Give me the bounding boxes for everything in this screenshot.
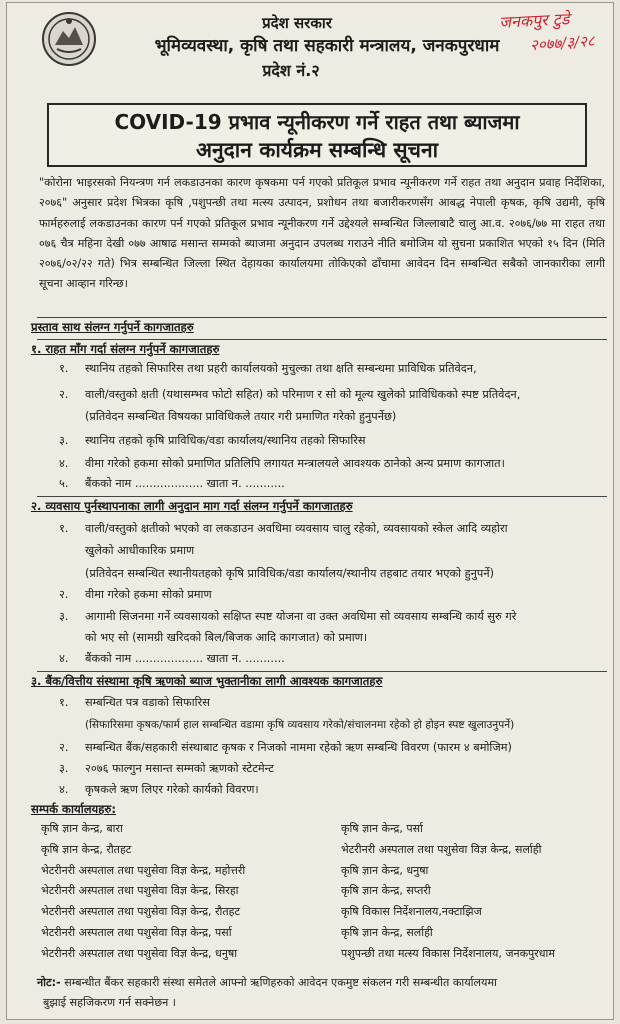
contact-office: भेटरीनरी अस्पताल तथा पशुसेवा विज्ञ केन्द्र, सिरहा bbox=[41, 884, 239, 898]
section3-title: ३. बैंक/वित्तीय संस्थामा कृषि ऋणको ब्याज भुक्तानीका लागी आवश्यक कागजातहरु bbox=[31, 674, 383, 688]
contact-office: भेटरीनरी अस्पताल तथा पशुसेवा विज्ञ केन्द्र, महोत्तरी bbox=[41, 863, 246, 877]
notice-title-line1: COVID-19 प्रभाव न्यूनीकरण गर्ने राहत तथा ब्याजमा bbox=[114, 110, 520, 134]
contact-office: कृषि ज्ञान केन्द्र, पर्सा bbox=[341, 822, 423, 835]
attachments-title: प्रस्ताव साथ संलग्न गर्नुपर्ने कागजातहरु bbox=[31, 320, 194, 334]
contact-office: कृषि विकास निर्देशनालय,नक्टाझिज bbox=[341, 905, 482, 919]
contacts-title: सम्पर्क कार्यालयहरु: bbox=[31, 802, 117, 816]
note-label: नोट:- bbox=[37, 976, 61, 989]
note-section bbox=[37, 973, 607, 1013]
note-text-1: सम्बन्धीत बैंकर सहकारी संस्था समेतले आफ्नो ऋणिहरुको आवेदन एकमुष्ट संकलन गरी सम्बन्धीत कार्यालयमा bbox=[64, 976, 497, 989]
intro-paragraph: "कोरोना भाइरसको नियन्त्रण गर्न लकडाउनका कारण कृषकमा पर्न गएको प्रतिकूल प्रभाव न्यूनीकरण गर्ने राहत तथा अनुदान प्रवाह निर्देशिका, २०७६" अनुसार प्रदेश भित्रका कृषि ,पशुपन्छी तथा मत्स्य उत्पादन, प्रशोधन तथा बजारीकरणसँग आबद्ध नेपाली कृषक, कृषि उद्यमी, कृषि फार्महरुलाई लकडाउनका कारण पर्न गएको प्रतिकूल प्रभाव न्यूनीकरण गर्ने उद्देश्यले सम्बन्धित जिल्लाबाटै चालु आ.व. २०७६/७७ मा राहत तथा ०७६ चैत्र महिना देखी ०७७ आषाढ मसान्त सम्मको ब्याजमा अनुदान उपलब्ध गराउने नीति बमोजिम यो सुचना प्रकाशित भएको १५ दिन (मिति २०७६/०२/२२ गते) भित्र सम्बन्धित जिल्ला स्थित देहायका कार्यालयमा तोकिएको ढाँचामा आवेदन दिन सम्बन्धित सबैको जानकारीका लागी सूचना आव्हान गरिन्छ। bbox=[39, 176, 605, 291]
header-ministry: भूमिव्यवस्था, कृषि तथा सहकारी मन्त्रालय, जनकपुरधाम bbox=[154, 36, 500, 56]
contact-office: कृषि ज्ञान केन्द्र, धनुषा bbox=[341, 863, 429, 877]
contact-office: पशुपन्छी तथा मत्स्य विकास निर्देशनालय, जनकपुरधाम bbox=[341, 946, 555, 960]
divider bbox=[37, 671, 607, 672]
contact-office: कृषि ज्ञान केन्द्र, सप्तरी bbox=[341, 884, 431, 898]
section1-title: १. राहत माँग गर्दा संलग्न गर्नुपर्ने कागजातहरु bbox=[31, 342, 220, 356]
contact-office: भेटरीनरी अस्पताल तथा पशुसेवा विज्ञ केन्द्र, पर्सा bbox=[41, 925, 232, 939]
notice-title-line2: अनुदान कार्यक्रम सम्बन्धि सूचना bbox=[195, 138, 439, 162]
header-province: प्रदेश नं.२ bbox=[262, 61, 320, 80]
divider bbox=[37, 339, 607, 340]
contacts-left bbox=[41, 819, 245, 965]
contacts-right bbox=[341, 819, 555, 965]
handwritten-source: जनकपुर टुडे bbox=[498, 9, 570, 32]
section2-title: २. व्यवसाय पुर्नस्थापनाका लागी अनुदान माग गर्दा संलग्न गर्नुपर्ने कागजातहरु bbox=[31, 499, 353, 513]
header-government: प्रदेश सरकार bbox=[262, 14, 332, 32]
note-text-2: बुझाई सहजिकरण गर्न सक्नेछन । bbox=[43, 996, 176, 1009]
divider bbox=[37, 496, 607, 497]
notice-page: प्रदेश सरकार भूमिव्यवस्था, कृषि तथा सहकारी मन्त्रालय, जनकपुरधाम प्रदेश नं.२ जनकपुर टुडे २०७७/३/२८ COVID-19 प्रभाव न्यूनीकरण गर्ने राहत तथा ब्याजमा अनुदान कार्यक्रम सम्बन्धि सूचना "कोरोना भाइरसको नियन्त्रण गर्न लकडाउनका कारण कृषकमा पर्न गएको प्रतिकूल प्रभाव न्यूनीकरण गर्ने राहत तथा अनुदान प्रवाह निर्देशिका, २०७६" अनुसार प्रदेश भित्रका कृषि ,पशुपन्छी तथा मत्स्य उत्पादन, प्रशोधन तथा बजारीकरणसँग आबद्ध नेपाली कृषक, कृषि उद्यमी, कृषि फार्महरुलाई लकडाउनका कारण पर्न गएको प्रतिकूल प्रभाव न्यूनीकरण गर्ने उद्देश्यले सम्बन्धित जिल्लाबाटै चालु आ.व. २०७६/७७ मा राहत तथा ०७६ चैत्र महिना देखी ०७७ आषाढ मसान्त सम्मको ब्याजमा अनुदान उपलब्ध गराउने नीति बमोजिम यो सुचना प्रकाशित भएको १५ दिन (मिति २०७६/०२/२२ गते) भित्र सम्बन्धित जिल्ला स्थित देहायका कार्यालयमा तोकिएको ढाँचामा आवेदन दिन सम्बन्धित सबैको जानकारीका लागी सूचना आव्हान गरिन्छ। प्रस्ताव साथ संलग्न गर्नुपर्ने कागजातहरु १. राहत माँग गर्दा संलग्न गर्नुपर्ने कागजातहरु १. स्थानिय तहको सिफारिस तथा प्रहरी कार्यालयको मुचुल्का तथा क्षति सम्बन्धमा प्राविधिक प्रतिवेदन, २. वाली/वस्तुको क्षती (यथासम्भव फोटो सहित) को परिमाण र सो को मूल्य खुलेको प्राविधिकको स्पष्ट प्रतिवेदन, (प्रतिवेदन सम्बन्धित विषयका प्राविधिकले तयार गरी प्रमाणित गरेको हुनुपर्नेछ) ३. स्थानिय तहको कृषि प्राविधिक/वडा कार्यालय/स्थानिय तहको सिफारिस ४. वीमा गरेको हकमा सोको प्रमाणित प्रतिलिपि लगायत मन्त्रालयले आवश्यक ठानेको अन्य प्रमाण कागजात। ५. बैंकको नाम ................... खाता न. ........... २. व्यवसाय पुर्नस्थापनाका लागी अनुदान माग गर्दा संलग्न गर्नुपर्ने कागजातहरु १. वाली/वस्तुको क्षतीको भएको वा लकडाउन अवधिमा व्यवसाय चालु रहेको, व्यवसायको स्केल आदि व्यहोरा खुलेको आधीकारिक प्रमाण (प्रतिवेदन सम्बन्धित स्थानीयतहको कृषि प्राविधिक/वडा कार्यालय/स्थानीय तहबाट तयार भएको हुनुपर्ने) २. वीमा गरेको हकमा सोको प्रमाण ३. आगामी सिजनमा गर्ने व्यवसायको सक्षिप्त स्पष्ट योजना वा उक्त अवधिमा सो व्यवसाय सम्बन्धि कार्य सुरु गरे को भए सो (सामग्री खरिदको बिल/बिजक आदि कागजात) को प्रमाण। ४. बैंकको नाम ................... खाता न. ........... ३. बैंक/वित्तीय संस्थामा कृषि ऋणको ब्याज भुक्तानीका लागी आवश्यक कागजातहरु १. सम्बन्धित पत्र वडाको सिफारिस (सिफारिसमा कृषक/फार्म हाल सम्बन्धित वडामा कृषि व्यवसाय गरेको/संचालनमा रहेको हो होइन स्पष्ट खुलाउनुपर्ने) २. सम्बन्धित बैंक/सहकारी संस्थाबाट कृषक र निजको नाममा रहेको ऋण सम्बन्धि विवरण (फारम ४ बमोजिम) ३. २०७६ फाल्गुन मसान्त सम्मको ऋणको स्टेटमेन्ट ४. कृषकले ऋण लिएर गरेको कार्यको विवरण। सम्पर्क कार्यालयहरु: कृषि ज्ञान केन्द्र, बारा कृषि ज्ञान केन्द्र, रौतहट भेटरीनरी अस्पताल तथा पशुसेवा विज्ञ केन्द्र, महोत्तरी भेटरीनरी अस्पताल तथा पशुसेवा विज्ञ केन्द्र, सिरहा भेटरीनरी अस्पताल तथा पशुसेवा विज्ञ केन्द्र, रौतहट भेटरीनरी अस्पताल तथा पशुसेवा विज्ञ केन्द्र, पर्सा भेटरीनरी अस्पताल तथा पशुसेवा विज्ञ केन्द्र, धनुषा कृषि ज्ञान केन्द्र, पर्सा भेटरीनरी अस्पताल तथा पशुसेवा विज्ञ केन्द्र, सर्लाही कृषि ज्ञान केन्द्र, धनुषा कृषि ज्ञान केन्द्र, सप्तरी कृषि विकास निर्देशनालय,नक्टाझिज कृषि ज्ञान केन्द्र, सर्लाही पशुपन्छी तथा मत्स्य विकास निर्देशनालय, जनकपुरधाम नोट:- सम्बन्धीत बैंकर सहकारी संस्था समेतले आफ्नो ऋणिहरुको आवेदन एकमुष्ट संकलन गरी सम्बन्धीत कार्यालयमा बुझाई सहजिकरण गर्न सक्नेछन । bbox=[6, 2, 614, 1020]
handwritten-date: २०७७/३/२८ bbox=[529, 31, 596, 55]
contact-office: कृषि ज्ञान केन्द्र, रौतहट bbox=[41, 842, 132, 856]
contact-office: भेटरीनरी अस्पताल तथा पशुसेवा विज्ञ केन्द्र, धनुषा bbox=[41, 946, 238, 960]
handwritten-annotation bbox=[459, 9, 599, 63]
divider bbox=[37, 317, 607, 318]
contact-office: भेटरीनरी अस्पताल तथा पशुसेवा विज्ञ केन्द्र, रौतहट bbox=[41, 905, 241, 919]
notice-title bbox=[47, 103, 587, 167]
contact-office: कृषि ज्ञान केन्द्र, सर्लाही bbox=[341, 925, 433, 939]
contact-office: भेटरीनरी अस्पताल तथा पशुसेवा विज्ञ केन्द्र, सर्लाही bbox=[341, 842, 542, 856]
contact-office: कृषि ज्ञान केन्द्र, बारा bbox=[41, 822, 123, 835]
